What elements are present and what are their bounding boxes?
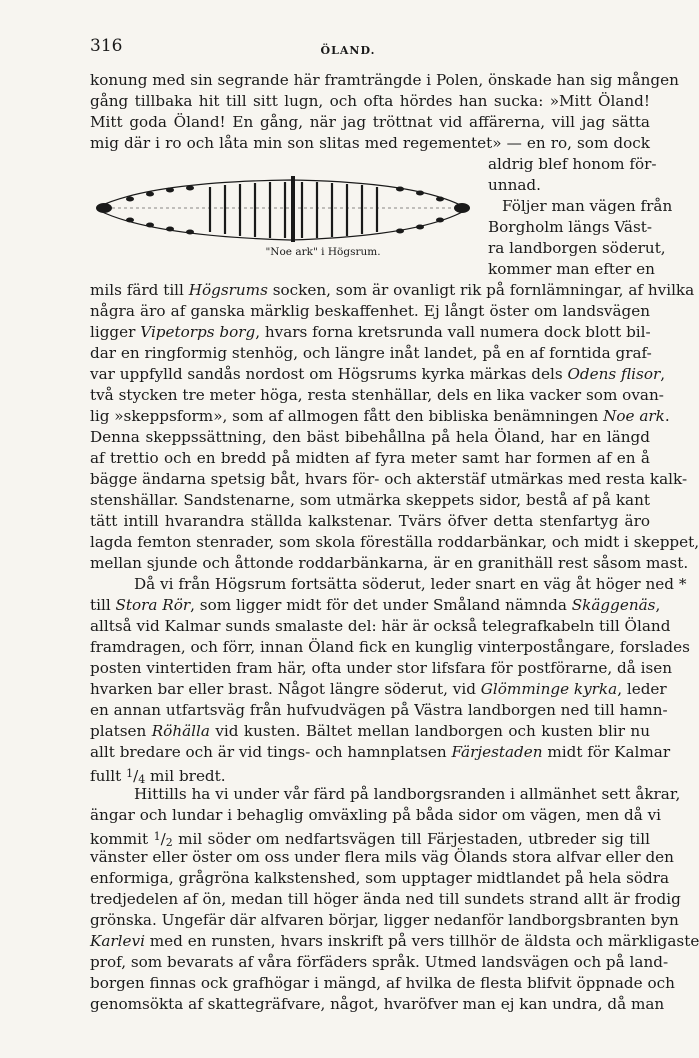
text-line: tredjedelen af ön, medan till höger ända ned till sundets strand allt är frodig	[90, 890, 681, 908]
text-line: en annan utfartsväg från hufvudvägen på Västra landborgen ned till hamn-	[90, 701, 668, 719]
text-line: aldrig blef honom för-	[488, 155, 657, 173]
text-line: enformiga, grågröna kalkstenshed, som upptager midtlandet på hela södra	[90, 869, 670, 887]
text-line: ängar och lundar i behaglig omväxling på båda sidor om vägen, men då vi	[90, 806, 662, 824]
text-line: kommit $^1$/2 mil söder om nedfartsvägen till Färjestaden, utbreder sig till	[90, 830, 650, 849]
text-line: allt bredare och är vid tings- och hamnplatsen Färjestaden midt för Kalmar	[90, 743, 671, 761]
text-line: posten vintertiden fram här, ofta under stor lifsfara för postförarne, då isen	[90, 659, 673, 677]
side-text	[488, 154, 673, 280]
text-line: stenshällar. Sandstenarne, som utmärka skeppets sidor, bestå af på kant	[90, 491, 650, 509]
text-line: konung med sin segrande här framträngde i Polen, önskade han sig mången	[90, 71, 679, 89]
text-line: ligger Vipetorps borg, hvars forna kretsrunda vall numera dock blott bil-	[90, 323, 651, 341]
text-line: var uppfylld sandås nordost om Högsrums kyrka märkas dels Odens flisor,	[90, 365, 666, 383]
text-line: genomsökta af skattegräfvare, något, hvaröfver man ej kan undra, då man	[90, 995, 665, 1013]
text-line: till Stora Rör, som ligger midt för det under Småland nämnda Skäggenäs,	[90, 596, 661, 614]
text-line: hvarken bar eller brast. Något längre söderut, vid Glömminge kyrka, leder	[90, 680, 667, 698]
text-line: Följer man vägen från	[502, 197, 673, 215]
text-line: Då vi från Högsrum fortsätta söderut, leder snart en väg åt höger ned *	[134, 575, 687, 593]
text-line: Denna skeppssättning, den bäst bibehållna på hela Öland, har en längd	[90, 428, 650, 446]
text-line: gång tillbaka hit till sitt lugn, och ofta hördes han sucka: »Mitt Öland!	[90, 92, 650, 110]
text-line: mig där i ro och låta min son slitas med regementet» — en ro, som dock	[90, 134, 650, 152]
text-line: bägge ändarna spetsig båt, hvars för- och akterstäf utmärkas med resta kalk-	[90, 470, 688, 488]
text-line: borgen finnas ock grafhögar i mängd, af hvilka de flesta blifvit öppnade och	[90, 974, 675, 992]
text-line: mellan sjunde och åttonde roddarbänkarna, är en granithäll rest såsom mast.	[90, 554, 689, 572]
text-line: fullt $^1$/4 mil bredt.	[90, 767, 226, 786]
text-line: lagda femton stenrader, som skola föreställa roddarbänkar, och midt i skeppet,	[90, 533, 699, 551]
text-line: mils färd till Högsrums socken, som är ovanligt rik på fornlämningar, af hvilka	[90, 281, 695, 299]
text-line: två stycken tre meter höga, resta stenhällar, dels en lika vacker som ovan-	[90, 386, 664, 404]
top-paragraph	[90, 70, 679, 154]
text-line: vänster eller öster om oss under flera mils väg Ölands stora alfvar eller den	[90, 848, 674, 866]
text-line: Karlevi med en runsten, hvars inskrift på vers tillhör de äldsta och märkligaste	[90, 932, 699, 950]
text-line: ra landborgen söderut,	[488, 239, 666, 257]
text-line: af trettio och en bredd på midten af fyra meter samt har formen af en å	[90, 449, 650, 467]
text-line: tätt intill hvarandra ställda kalkstenar. Tvärs öfver detta stenfartyg äro	[90, 512, 650, 530]
page-number: 316	[90, 36, 123, 56]
text-line: lig »skeppsform», som af allmogen fått den bibliska benämningen Noe ark.	[90, 407, 670, 425]
text-line: dar en ringformig stenhög, och längre inåt landet, på en af forntida graf-	[90, 344, 652, 362]
text-line: platsen Röhälla vid kusten. Bältet mellan landborgen och kusten blir nu	[90, 722, 650, 740]
figure-caption: "Noe ark" i Högsrum.	[265, 246, 381, 258]
text-line: grönska. Ungefär där alfvaren börjar, ligger nedanför landborgsbranten byn	[90, 911, 679, 929]
running-head: ÖLAND.	[320, 44, 376, 57]
text-line: prof, som bevarats af våra förfäders språk. Utmed landsvägen och på land-	[90, 953, 669, 971]
text-line: kommer man efter en	[488, 260, 655, 278]
text-line: unnad.	[488, 176, 541, 194]
text-line: några äro af ganska märklig beskaffenhet. Ej långt öster om landsvägen	[90, 302, 650, 320]
text-line: alltså vid Kalmar sunds smalaste del: här är också telegrafkabeln till Öland	[90, 617, 671, 635]
text-line: Hittills ha vi under vår färd på landborgsranden i allmänhet sett åkrar,	[134, 785, 681, 803]
text-line: Mitt goda Öland! En gång, när jag tröttnat vid affärerna, vill jag sätta	[90, 113, 650, 131]
text-line: framdragen, och förr, innan Öland fick en kunglig vinterpostångare, forslades	[90, 638, 690, 656]
text-line: Borgholm längs Väst-	[488, 218, 652, 236]
paragraph-hogsrum	[90, 280, 699, 1015]
